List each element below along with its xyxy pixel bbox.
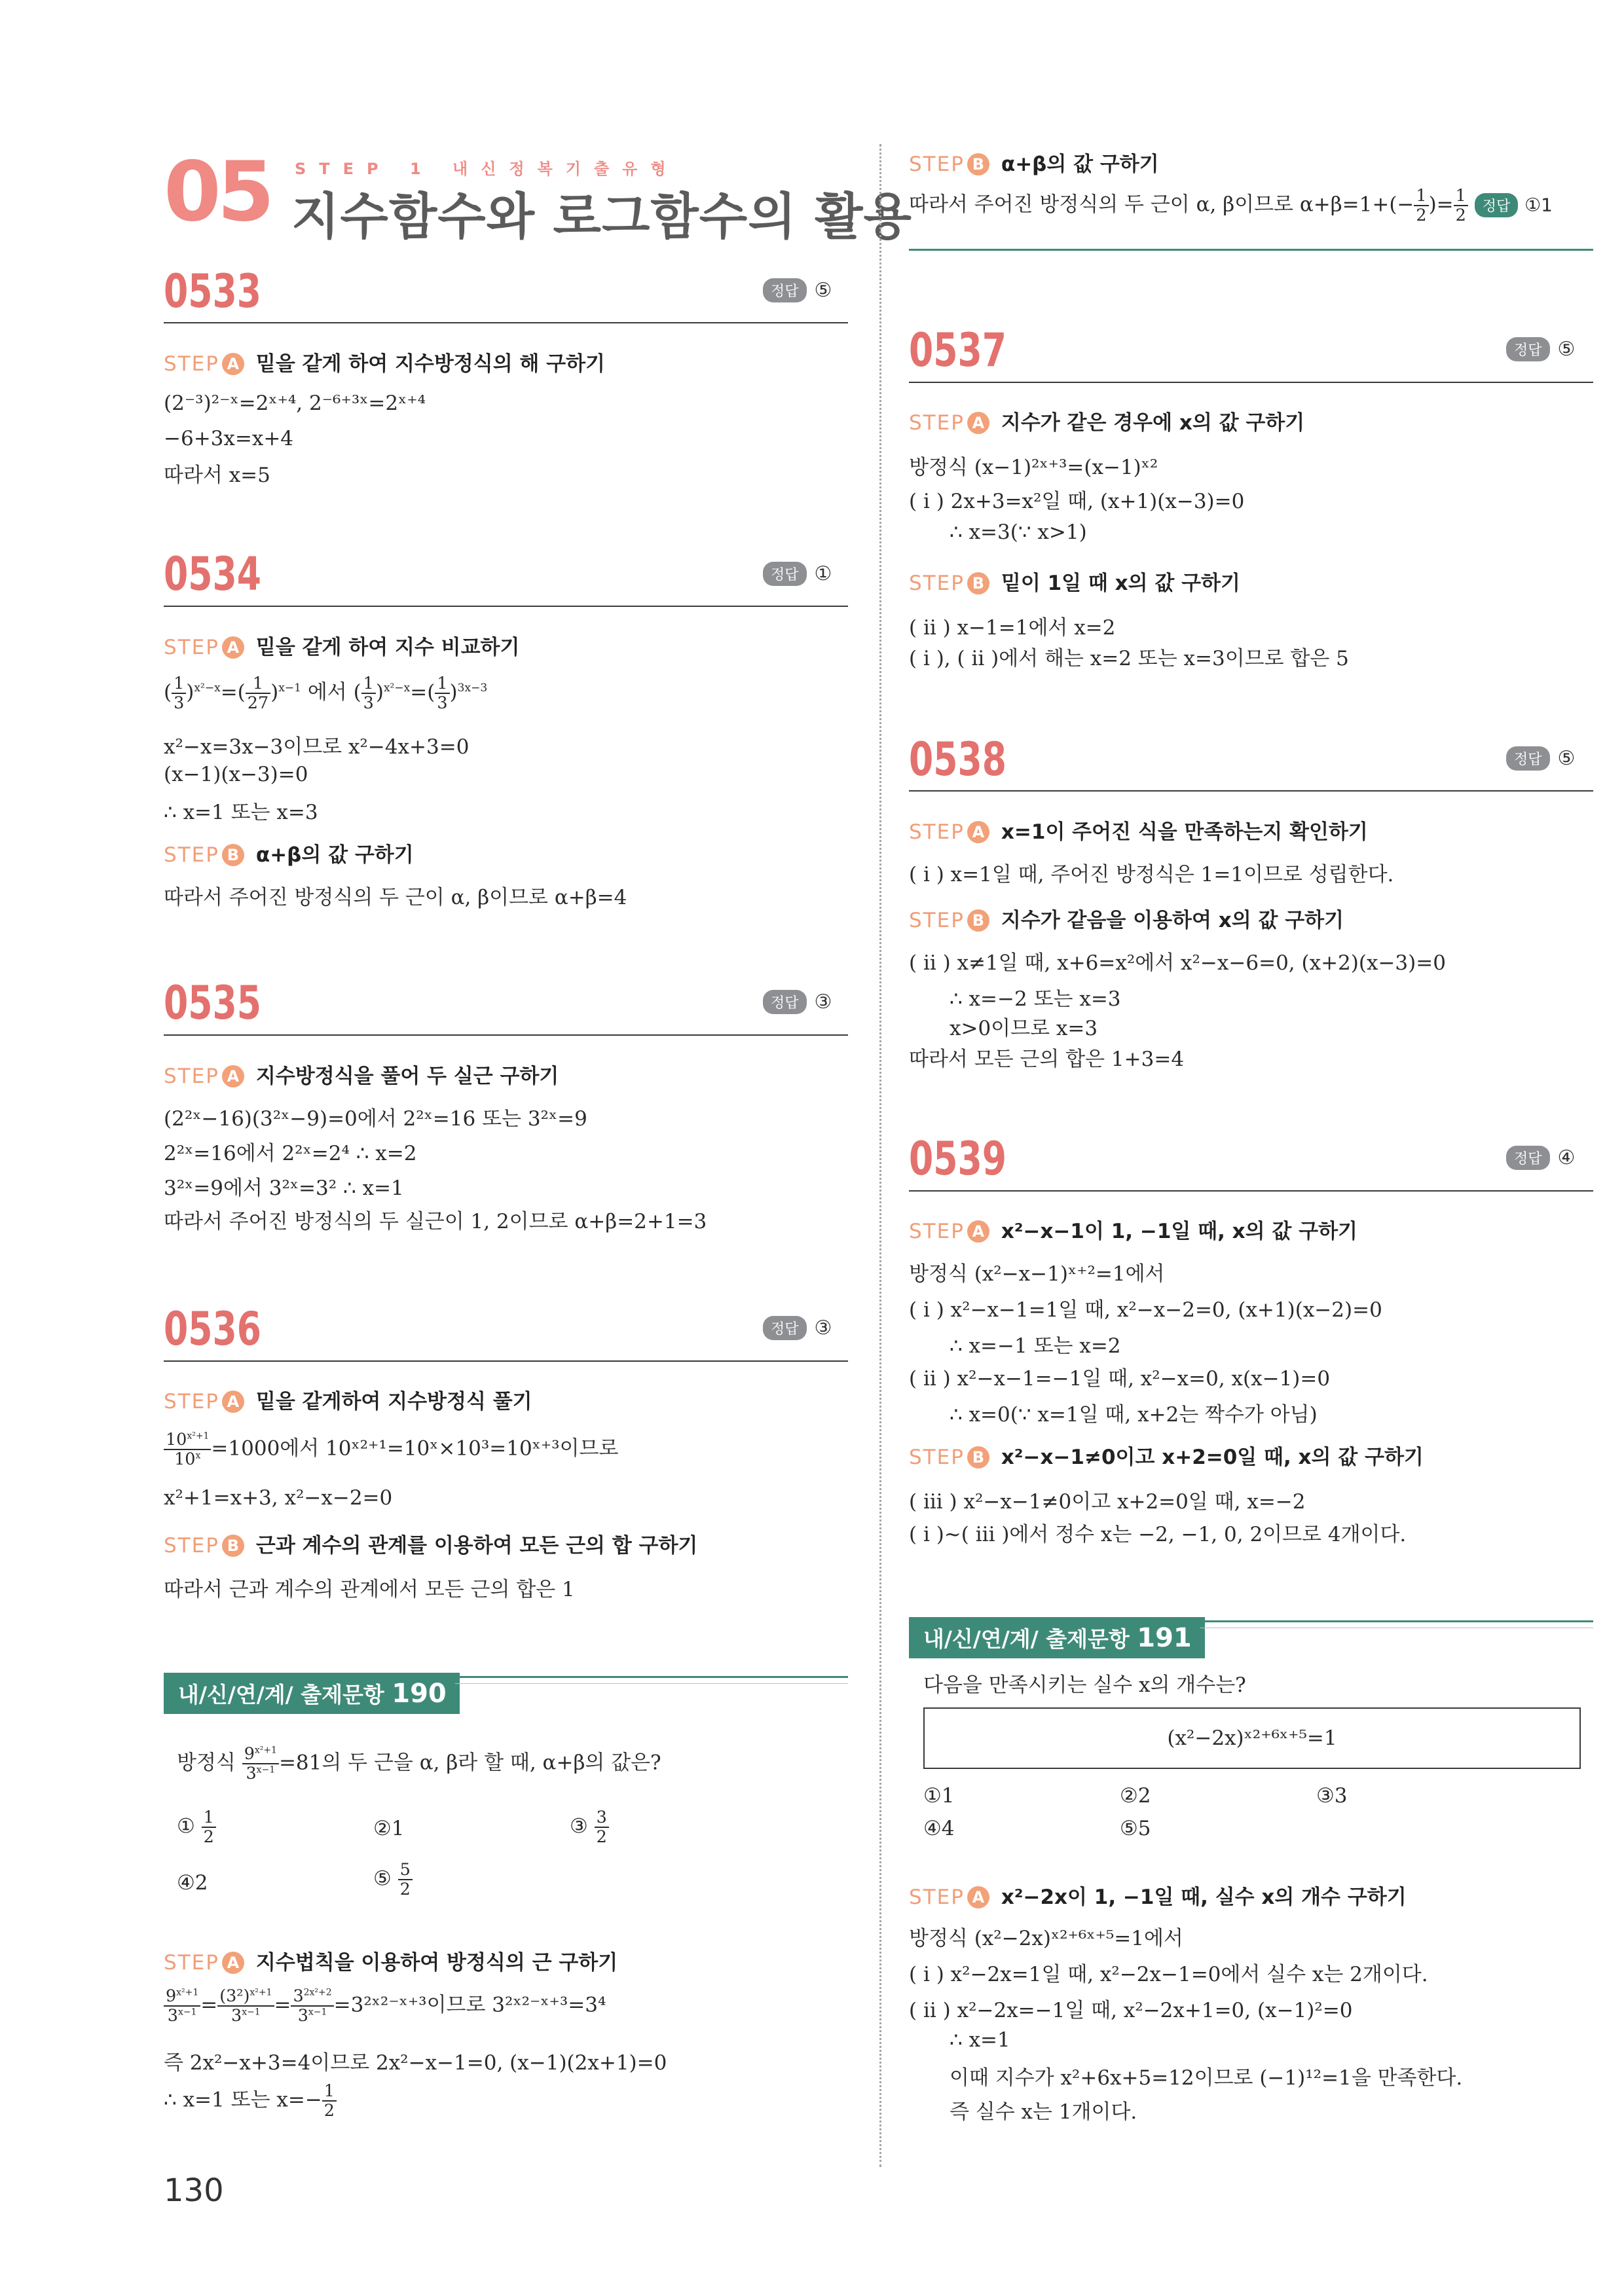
solution-line: ( $\frac{1}{3}$ )$^{x^2-x}$=( $\frac{1}{27}$ )$^{x-1}$ 에서 ( $\frac{1}{3}$ )$^{x^2-x}$=( $\frac{1}{3}$ )$^{3x-3}$ bbox=[164, 673, 488, 712]
step-heading bbox=[164, 630, 519, 660]
answer-tag bbox=[1506, 746, 1575, 771]
step-title: 근과 계수의 관계를 이용하여 모든 근의 합 구하기 bbox=[255, 1534, 698, 1558]
solution-text: =1000에서 10ˣ²⁺¹=10ˣ×10³=10ˣ⁺³이므로 bbox=[211, 1436, 619, 1461]
step-heading bbox=[909, 406, 1304, 435]
step-letter: A bbox=[222, 1065, 244, 1087]
step-heading bbox=[164, 1385, 532, 1414]
step-heading bbox=[164, 1946, 618, 1975]
linked-problem-header bbox=[164, 1673, 460, 1714]
step-heading bbox=[164, 1059, 559, 1089]
step-letter: A bbox=[967, 412, 989, 434]
answer-tag bbox=[763, 562, 832, 586]
step-word: STEP bbox=[909, 572, 965, 595]
step-letter: B bbox=[967, 909, 989, 932]
choice: ②2 bbox=[1120, 1784, 1151, 1808]
step-heading bbox=[164, 347, 605, 376]
choice: ⑤ $\frac{5}{2}$ bbox=[373, 1861, 413, 1899]
step-heading bbox=[164, 838, 414, 867]
step-word: STEP bbox=[909, 153, 965, 176]
answer-value: ⑤ bbox=[1557, 747, 1576, 770]
problem-number: 0536 bbox=[164, 1302, 261, 1356]
answer-tag bbox=[1506, 337, 1575, 361]
solution-line: 따라서 주어진 방정식의 두 근이 α, β이므로 α+β=1+(− $\frac{1}{2}$ )= $\frac{1}{2}$ 정답 ①1 bbox=[909, 185, 1553, 225]
problem-number: 0534 bbox=[164, 547, 261, 601]
solution-line: 이때 지수가 x²+6x+5=12이므로 (−1)¹²=1을 만족한다. bbox=[950, 2066, 1463, 2090]
step-word: STEP bbox=[164, 352, 219, 376]
linked-problem-header bbox=[909, 1617, 1205, 1658]
step-heading bbox=[909, 903, 1344, 933]
solution-line: (2⁻³)²⁻ˣ=2ˣ⁺⁴, 2⁻⁶⁺³ˣ=2ˣ⁺⁴ bbox=[164, 392, 426, 415]
solution-line: −6+3x=x+4 bbox=[164, 427, 294, 450]
choice: ① $\frac{1}{2}$ bbox=[177, 1808, 216, 1846]
step-letter: A bbox=[967, 821, 989, 843]
answer-badge: 정답 bbox=[1506, 746, 1550, 771]
step-heading bbox=[909, 1880, 1407, 1910]
linked-problem-number: 190 bbox=[392, 1679, 447, 1709]
solution-line: 따라서 근과 계수의 관계에서 모든 근의 합은 1 bbox=[164, 1578, 575, 1601]
step-heading bbox=[909, 1440, 1424, 1470]
solution-line: ( ii ) x²−2x=−1일 때, x²−2x+1=0, (x−1)²=0 bbox=[909, 1999, 1353, 2022]
step-title: 지수방정식을 풀어 두 실근 구하기 bbox=[255, 1065, 559, 1088]
step-letter: B bbox=[967, 572, 989, 594]
step-word: STEP bbox=[164, 1534, 219, 1558]
step-letter: B bbox=[222, 844, 244, 866]
step-word: STEP bbox=[164, 843, 219, 867]
linked-problem-number: 191 bbox=[1137, 1623, 1192, 1653]
divider bbox=[164, 1034, 848, 1036]
equation-box bbox=[923, 1707, 1581, 1769]
solution-line: 3²ˣ=9에서 3²ˣ=3² ∴ x=1 bbox=[164, 1176, 404, 1200]
header-rule bbox=[455, 1683, 848, 1684]
step-word: STEP bbox=[909, 1220, 965, 1243]
choice: ②1 bbox=[373, 1817, 405, 1840]
step-title: 밑을 같게 하여 지수방정식의 해 구하기 bbox=[255, 352, 606, 376]
step-title: 밑을 같게 하여 지수 비교하기 bbox=[255, 636, 520, 659]
step-letter: A bbox=[222, 636, 244, 659]
choice: ①1 bbox=[923, 1784, 955, 1808]
question-text: 방정식 bbox=[177, 1751, 236, 1775]
answer-value: ③ bbox=[814, 991, 832, 1013]
step-heading bbox=[164, 1529, 697, 1558]
solution-text: ∴ x=1 또는 x=− bbox=[164, 2088, 322, 2112]
solution-line: 따라서 x=5 bbox=[164, 464, 270, 487]
column-divider bbox=[879, 144, 881, 2167]
step-title: x=1이 주어진 식을 만족하는지 확인하기 bbox=[1001, 820, 1368, 844]
solution-line: ∴ x=1 또는 x=3 bbox=[164, 801, 318, 824]
answer-value: ④ bbox=[1557, 1146, 1576, 1169]
step-letter: A bbox=[222, 1391, 244, 1413]
solution-line: ∴ x=−2 또는 x=3 bbox=[950, 987, 1121, 1011]
solution-line: 2²ˣ=16에서 2²ˣ=2⁴ ∴ x=2 bbox=[164, 1142, 417, 1165]
answer-badge: 정답 bbox=[1506, 337, 1550, 361]
answer-tag bbox=[763, 1316, 832, 1340]
solution-line: 방정식 (x²−x−1)ˣ⁺²=1에서 bbox=[909, 1262, 1165, 1286]
question-text: =81의 두 근을 α, β라 할 때, α+β의 값은? bbox=[278, 1751, 661, 1775]
solution-line: ( ii ) x−1=1에서 x=2 bbox=[909, 616, 1116, 640]
answer-badge: 정답 bbox=[1475, 193, 1519, 217]
solution-line: ∴ x=1 bbox=[950, 2028, 1010, 2052]
linked-problem-prefix: 내/신/연/계/ 출제문항 bbox=[178, 1682, 384, 1707]
choice: ⑤5 bbox=[1120, 1817, 1151, 1840]
question-text: 다음을 만족시키는 실수 x의 개수는? bbox=[923, 1673, 1246, 1697]
solution-line: ( i ) x=1일 때, 주어진 방정식은 1=1이므로 성립한다. bbox=[909, 863, 1394, 886]
step-word: STEP bbox=[164, 636, 219, 659]
step-word: STEP bbox=[909, 820, 965, 844]
step-letter: B bbox=[967, 1446, 989, 1468]
solution-line: 따라서 주어진 방정식의 두 근이 α, β이므로 α+β=4 bbox=[164, 886, 627, 909]
divider bbox=[909, 1190, 1593, 1192]
solution-text: 따라서 주어진 방정식의 두 근이 α, β이므로 α+β=1+ bbox=[909, 192, 1390, 217]
solution-line: 방정식 (x−1)²ˣ⁺³=(x−1)ˣ² bbox=[909, 456, 1158, 479]
step-word: STEP bbox=[164, 1065, 219, 1088]
step-title: 지수법칙을 이용하여 방정식의 근 구하기 bbox=[255, 1951, 618, 1975]
step-letter: A bbox=[222, 1952, 244, 1974]
step-title: 지수가 같음을 이용하여 x의 값 구하기 bbox=[1001, 909, 1344, 932]
equation: (x²−2x)ˣ²⁺⁶ˣ⁺⁵=1 bbox=[1167, 1726, 1337, 1750]
step-word: STEP bbox=[909, 411, 965, 435]
solution-line: ( ii ) x≠1일 때, x+6=x²에서 x²−x−6=0, (x+2)(x−3)=0 bbox=[909, 951, 1446, 975]
solution-line: ( ii ) x²−x−1=−1일 때, x²−x=0, x(x−1)=0 bbox=[909, 1367, 1331, 1391]
solution-line: (x−1)(x−3)=0 bbox=[164, 763, 308, 786]
solution-line: ∴ x=0(∵ x=1일 때, x+2는 짝수가 아님) bbox=[950, 1403, 1318, 1427]
step-title: x²−x−1이 1, −1일 때, x의 값 구하기 bbox=[1001, 1220, 1357, 1243]
header-rule bbox=[455, 1676, 848, 1678]
choice: ③3 bbox=[1316, 1784, 1348, 1808]
step-letter: A bbox=[222, 353, 244, 375]
answer-value: ① bbox=[814, 562, 832, 585]
solution-line: ( i ) x²−2x=1일 때, x²−2x−1=0에서 실수 x는 2개이다. bbox=[909, 1963, 1428, 1986]
solution-line: 따라서 모든 근의 합은 1+3=4 bbox=[909, 1048, 1185, 1071]
solution-line: (2²ˣ−16)(3²ˣ−9)=0에서 2²ˣ=16 또는 3²ˣ=9 bbox=[164, 1107, 587, 1131]
solution-text: =3²ˣ²⁻ˣ⁺³이므로 3²ˣ²⁻ˣ⁺³=3⁴ bbox=[333, 1993, 606, 2017]
solution-line: ( i ) x²−x−1=1일 때, x²−x−2=0, (x+1)(x−2)=0 bbox=[909, 1298, 1382, 1322]
solution-line: x²+1=x+3, x²−x−2=0 bbox=[164, 1486, 393, 1510]
step-letter: A bbox=[967, 1220, 989, 1243]
step-letter: A bbox=[967, 1886, 989, 1908]
solution-line: x²−x=3x−3이므로 x²−4x+3=0 bbox=[164, 735, 470, 759]
solution-line: ( i )~( iii )에서 정수 x는 −2, −1, 0, 2이므로 4개이다. bbox=[909, 1523, 1407, 1546]
step-word: STEP bbox=[909, 909, 965, 932]
header-rule bbox=[1200, 1620, 1593, 1622]
step-title: 밑이 1일 때 x의 값 구하기 bbox=[1001, 572, 1240, 595]
choice: ③ $\frac{3}{2}$ bbox=[570, 1808, 609, 1846]
choice: ④4 bbox=[923, 1817, 955, 1840]
step-word: STEP bbox=[909, 1446, 965, 1469]
step-title: x²−2x이 1, −1일 때, 실수 x의 개수 구하기 bbox=[1001, 1886, 1407, 1909]
linked-problem-prefix: 내/신/연/계/ 출제문항 bbox=[923, 1626, 1130, 1652]
solution-line: $\frac{9^{x^2+1}}{3^{x-1}}$ = $\frac{(3^2)^{x^2+1}}{3^{x-1}}$ = $\frac{3^{2x^2+2}}{3^{x-1}}$ =3²ˣ²⁻ˣ⁺³이므로 3²ˣ²⁻ˣ⁺³=3⁴ bbox=[164, 1987, 606, 2025]
answer-badge: 정답 bbox=[1506, 1146, 1550, 1170]
choice: ④2 bbox=[177, 1871, 208, 1895]
step-title: α+β의 값 구하기 bbox=[1001, 153, 1159, 176]
solution-line: x>0이므로 x=3 bbox=[950, 1017, 1098, 1040]
answer-badge: 정답 bbox=[763, 1316, 807, 1340]
step-title: x²−x−1≠0이고 x+2=0일 때, x의 값 구하기 bbox=[1001, 1446, 1424, 1469]
answer-value: ①1 bbox=[1524, 194, 1553, 216]
divider bbox=[909, 790, 1593, 792]
problem-number: 0533 bbox=[164, 264, 261, 318]
solution-line: 따라서 주어진 방정식의 두 실근이 1, 2이므로 α+β=2+1=3 bbox=[164, 1210, 707, 1233]
divider bbox=[164, 606, 848, 607]
solution-line: $\frac{10^{x^2+1}}{10^x}$ =1000에서 10ˣ²⁺¹=10ˣ×10³=10ˣ⁺³이므로 bbox=[164, 1430, 618, 1468]
question-line: 방정식 $\frac{9^{x^2+1}}{3^{x-1}}$ =81의 두 근을 α, β라 할 때, α+β의 값은? bbox=[177, 1743, 661, 1783]
step-word: STEP bbox=[909, 1886, 965, 1909]
problem-number: 0539 bbox=[909, 1132, 1006, 1186]
answer-badge: 정답 bbox=[763, 562, 807, 586]
step-letter: B bbox=[222, 1535, 244, 1557]
chapter-number: 05 bbox=[164, 143, 271, 240]
step-label: STEP 1 내신정복기출유형 bbox=[295, 160, 679, 178]
divider bbox=[909, 382, 1593, 383]
solution-line: 방정식 (x²−2x)ˣ²⁺⁶ˣ⁺⁵=1에서 bbox=[909, 1927, 1183, 1950]
step-heading bbox=[909, 147, 1159, 177]
solution-line: ∴ x=3(∵ x>1) bbox=[950, 520, 1087, 544]
section-rule bbox=[909, 249, 1593, 251]
step-word: STEP bbox=[164, 1390, 219, 1413]
problem-number: 0535 bbox=[164, 976, 261, 1030]
step-heading bbox=[909, 566, 1240, 596]
divider bbox=[164, 322, 848, 323]
solution-line: 즉 실수 x는 1개이다. bbox=[950, 2100, 1137, 2124]
step-title: α+β의 값 구하기 bbox=[255, 843, 414, 867]
answer-value: ③ bbox=[814, 1317, 832, 1339]
page-number: 130 bbox=[164, 2172, 224, 2209]
answer-tag bbox=[763, 990, 832, 1014]
step-title: 지수가 같은 경우에 x의 값 구하기 bbox=[1001, 411, 1305, 435]
answer-tag bbox=[763, 278, 832, 302]
solution-line: ∴ x=1 또는 x=− $\frac{1}{2}$ bbox=[164, 2082, 337, 2120]
chapter-title: 지수함수와 로그함수의 활용 bbox=[291, 187, 912, 246]
answer-tag bbox=[1506, 1146, 1575, 1170]
problem-number: 0538 bbox=[909, 733, 1006, 786]
step-word: STEP bbox=[164, 1951, 219, 1975]
answer-badge: 정답 bbox=[763, 990, 807, 1014]
answer-badge: 정답 bbox=[763, 278, 807, 302]
answer-value: ⑤ bbox=[814, 279, 832, 302]
step-heading bbox=[909, 815, 1368, 845]
step-letter: B bbox=[967, 153, 989, 175]
solution-line: ∴ x=−1 또는 x=2 bbox=[950, 1334, 1121, 1358]
divider bbox=[164, 1360, 848, 1362]
answer-value: ⑤ bbox=[1557, 338, 1576, 361]
solution-line: ( iii ) x²−x−1≠0이고 x+2=0일 때, x=−2 bbox=[909, 1490, 1306, 1514]
step-title: 밑을 같게하여 지수방정식 풀기 bbox=[255, 1390, 532, 1413]
problem-number: 0537 bbox=[909, 323, 1006, 377]
solution-line: ( i ), ( ii )에서 해는 x=2 또는 x=3이므로 합은 5 bbox=[909, 647, 1349, 670]
solution-text: 에서 bbox=[307, 680, 347, 704]
step-heading bbox=[909, 1214, 1357, 1244]
solution-line: 즉 2x²−x+3=4이므로 2x²−x−1=0, (x−1)(2x+1)=0 bbox=[164, 2051, 667, 2075]
solution-line: ( i ) 2x+3=x²일 때, (x+1)(x−3)=0 bbox=[909, 490, 1245, 513]
